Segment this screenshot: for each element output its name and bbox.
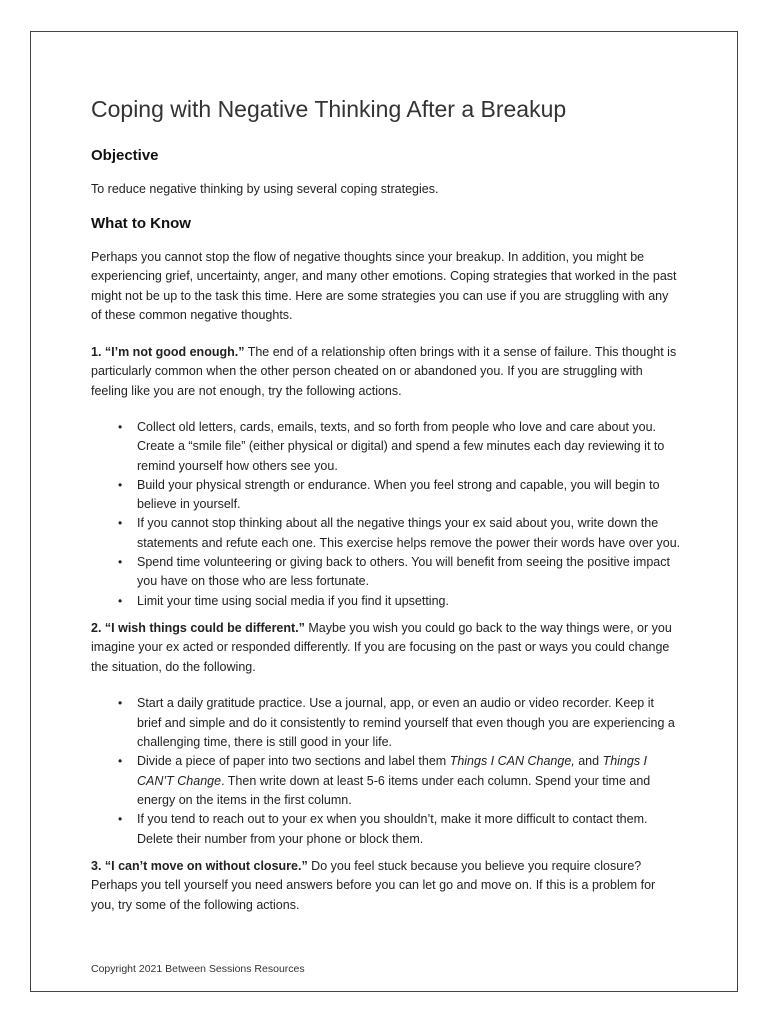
list-item-text: Build your physical strength or endurance. When you feel strong and capable, you will begin to believe in yourself. <box>137 477 660 512</box>
list-item <box>118 418 681 476</box>
list-item-text-part: . Then write down at least 5-6 items under each column. Spend your time and energy on the items in the first column. <box>137 773 651 807</box>
list-item-text: Limit your time using social media if you find it upsetting. <box>137 593 449 608</box>
objective-heading: Objective <box>91 147 159 164</box>
list-item <box>118 592 681 611</box>
list-item <box>118 514 681 553</box>
list-item <box>118 810 681 849</box>
document-content <box>91 94 681 932</box>
list-item-text: Spend time volunteering or giving back to others. You will benefit from seeing the positive impact you have on those who are less fortunate. <box>137 555 670 589</box>
list-item-text-part: and <box>574 754 603 769</box>
copyright-footer: Copyright 2021 Between Sessions Resources <box>91 963 305 975</box>
list-item-text: If you tend to reach out to your ex when you shouldn’t, make it more difficult to contact them. Delete their number from your phone or block them. <box>137 812 648 846</box>
section-2-text: Maybe you wish you could go back to the way things were, or you imagine your ex acted or responded differently. If you are focusing on the past or ways you could change the situation, do the following. <box>91 620 672 674</box>
section-3-paragraph <box>91 857 681 916</box>
list-item-emphasis: Things I CAN Change, <box>449 754 575 769</box>
document-page <box>30 31 738 992</box>
bullet-icon: • <box>118 420 123 434</box>
section-3-lead: 3. “I can’t move on without closure.” <box>91 858 308 873</box>
bullet-icon: • <box>118 812 123 827</box>
section-2-lead: 2. “I wish things could be different.” <box>91 620 305 635</box>
list-item-text <box>137 754 650 807</box>
list-item-text: Start a daily gratitude practice. Use a journal, app, or even an audio or video recorder. Keep it brief and simple and do it consistently to remind yourself that even though you are experiencing a challenging time, there is still good in your life. <box>137 696 675 750</box>
bullet-icon: • <box>118 555 123 570</box>
bullet-icon: • <box>118 516 123 531</box>
list-item-text-part: Divide a piece of paper into two sections and label them <box>137 754 450 769</box>
section-1-paragraph <box>91 343 681 402</box>
bullet-icon: • <box>118 696 123 711</box>
bullet-icon: • <box>118 477 123 492</box>
section-3-text: Do you feel stuck because you believe you require closure? Perhaps you tell yourself you need answers before you can let go and move on. If this is a problem for you, try some of the following actions. <box>91 858 656 912</box>
section-1-lead: 1. “I’m not good enough.” <box>91 344 245 359</box>
list-item-text: Collect old letters, cards, emails, texts, and so forth from people who love and care about you. Create a “smile file” (either physical or digital) and spend a few minutes each day reviewing it to remind yourself how others see you. <box>137 420 665 473</box>
list-item <box>118 476 681 515</box>
list-item <box>118 752 681 810</box>
what-to-know-intro: Perhaps you cannot stop the flow of negative thoughts since your breakup. In addition, you might be experiencing grief, uncertainty, anger, and many other emotions. Coping strategies that worked in the past might not be up to the task this time. Here are some strategies you can use if you are struggling with any of these common negative thoughts. <box>91 249 677 322</box>
list-item-text: If you cannot stop thinking about all the negative things your ex said about you, write down the statements and refute each one. This exercise helps remove the power their words have over you. <box>137 516 681 550</box>
section-1-list <box>91 418 681 611</box>
section-1-text: The end of a relationship often brings with it a sense of failure. This thought is particularly common when the other person cheated on or abandoned you. If you are struggling with feeling like you are not enough, try the following actions. <box>91 344 677 398</box>
list-item <box>118 694 681 752</box>
section-2-paragraph <box>91 619 681 678</box>
what-to-know-heading: What to Know <box>91 214 191 232</box>
list-item <box>118 553 681 592</box>
list-item-emphasis: Things I CAN’T Change <box>137 754 648 788</box>
bullet-icon: • <box>118 754 123 769</box>
document-title: Coping with Negative Thinking After a Breakup <box>91 96 567 122</box>
section-2-list <box>91 694 681 848</box>
bullet-icon: • <box>118 593 123 608</box>
objective-text: To reduce negative thinking by using several coping strategies. <box>91 182 439 196</box>
